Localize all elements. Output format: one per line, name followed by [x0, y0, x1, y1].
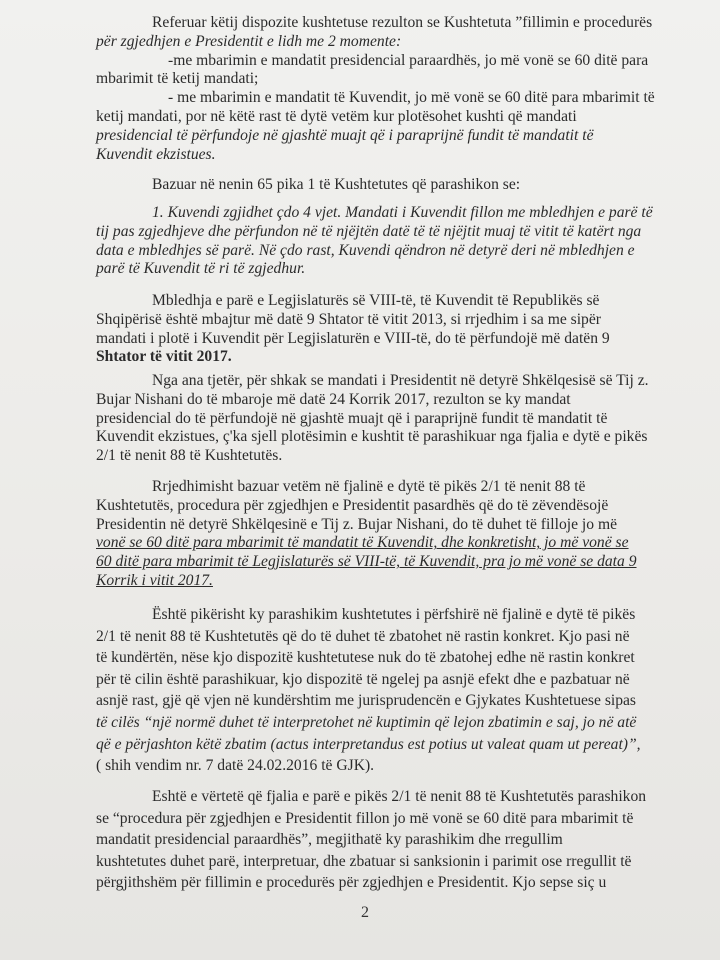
text-line: për zgjedhjen e Presidentit e lidh me 2 momente: — [96, 32, 402, 50]
text-line: që e përjashton këtë zbatim (actus interpretandus est potius ut valeat quam ut pereat)”, — [96, 735, 641, 753]
text-line: mandati i plotë i Kuvendit për Legjislaturën e VIII-të, do të përfundojë më datën 9 — [96, 329, 610, 347]
page-number: 2 — [361, 904, 369, 921]
text-line: Bazuar në nenin 65 pika 1 të Kushtetutes që parashikon se: — [152, 176, 521, 193]
text-line: vonë se 60 ditë para mbarimit të mandatit të Kuvendit, dhe konkretisht, jo më vonë se — [96, 534, 629, 552]
text-line: Rrjedhimisht bazuar vetëm në fjalinë e dytë të pikës 2/1 të nenit 88 të — [152, 478, 586, 495]
text-line: 2/1 të nenit 88 të Kushtetutës. — [96, 447, 283, 465]
paragraph-quote-article-65 — [96, 204, 668, 279]
text-line: Kuvendit ekzistues. — [96, 145, 216, 163]
text-line: asnjë rast, gjë që vjen në kundërshtim me jurisprudencën e Gjykates Kushtetuese sipas — [96, 692, 637, 710]
text-line: të cilës “një normë duhet të interpretohet në kuptimin që lejon zbatimin e saj, jo në atë — [96, 713, 637, 731]
text-line: Shqipërisë është mbajtur më datë 9 Shtator të vitit 2013, si rrjedhim i sa me sipër — [96, 310, 601, 328]
text-line: Mbledhja e parë e Legjislaturës së VIII-të, të Kuvendit të Republikës së — [152, 292, 600, 309]
text-line: Korrik i vitit 2017. — [96, 571, 213, 589]
paragraph-exact-provision — [96, 604, 668, 777]
text-line: Kuvendit ekzistues, ç'ka sjell plotësimin e kushtit të parashikuar nga fjalia e dytë e pikës — [96, 428, 648, 446]
text-line: presidencial do të përfundojë në gjashtë muajt që i paraprijnë fundit të mandatit të — [96, 409, 608, 427]
text-line: Nga ana tjetër, për shkak se mandati i Presidentit në detyrë Shkëlqesisë së Tij z. — [152, 372, 649, 389]
text-line: mandatit presidencial paraardhës”, megjithatë ky parashikim dhe rregullim — [96, 831, 563, 849]
text-line: të kundërtën, nëse kjo dispozitë kushtetutese nuk do të zbatohej edhe në rastin konkret — [96, 649, 635, 667]
paragraph-referral — [96, 14, 668, 164]
text-line: Referuar këtij dispozite kushtetuse rezulton se Kushtetuta ”fillimin e procedurës — [152, 14, 653, 31]
text-line: -me mbarimin e mandatit presidencial paraardhës, jo më vonë se 60 ditë para — [168, 51, 649, 69]
text-line: Bujar Nishani do të mbaroje më datë 24 Korrik 2017, rezulton se ky mandat — [96, 390, 571, 408]
text-line: përgjithshëm për fillimin e procedurës për zgjedhjen e Presidentit. Kjo sepse siç u — [96, 874, 607, 892]
paragraph-first-session — [96, 292, 668, 367]
text-line: presidencial të përfundoje në gjashtë muajt që i paraprijnë fundit të mandatit të — [96, 126, 594, 144]
paragraph-consequently — [96, 478, 668, 591]
text-line: se “procedura për zgjedhjen e Presidentit fillon jo më vonë se 60 ditë para mbarimit të — [96, 809, 634, 827]
text-line: tij pas zgjedhjeve dhe përfundon në të njëjtën datë të të njëjtit muaj të vitit të katërt nga — [96, 222, 642, 240]
paragraph-first-sentence — [96, 786, 668, 894]
paragraph-based-on — [96, 176, 668, 195]
text-line: 1. Kuvendi zgjidhet çdo 4 vjet. Mandati i Kuvendit fillon me mbledhjen e parë të — [152, 204, 653, 221]
text-line: Kushtetutës, procedura për zgjedhjen e Presidentit pasardhës që do të zëvendësojë — [96, 496, 609, 514]
text-line: Është pikërisht ky parashikim kushtetutes i përfshirë në fjalinë e dytë të pikës — [152, 606, 636, 623]
paragraph-president-mandate — [96, 372, 668, 466]
text-line: Eshtë e vërtetë që fjalia e parë e pikës 2/1 të nenit 88 të Kushtetutës parashikon — [152, 788, 647, 805]
text-line: ketij mandati, por në këtë rast të dytë vetëm kur plotësohet kushti që mandati — [96, 107, 577, 125]
text-line: për të cilin është parashikuar, kjo dispozitë të ngelej pa asnjë efekt dhe e pazbatuar në — [96, 670, 630, 688]
text-line: kushtetutes duhet parë, interpretuar, dhe zbatuar si sanksionin i parimit ose rregullit të — [96, 852, 632, 870]
text-line: mbarimit të ketij mandati; — [96, 70, 259, 88]
text-line: Shtator të vitit 2017. — [96, 348, 232, 366]
text-line: 2/1 të nenit 88 të Kushtetutës që do të duhet të zbatohet në rastin konkret. Kjo pasi në — [96, 627, 630, 645]
text-line: Presidentin në detyrë Shkëlqesinë e Tij z. Bujar Nishani, do të duhet të filloje jo më — [96, 515, 617, 533]
text-line: parë të Kuvendit të ri të zgjedhur. — [96, 260, 306, 278]
text-line: data e mbledhjes së parë. Në çdo rast, Kuvendi qëndron në detyrë deri në mbledhjen e — [96, 241, 635, 259]
text-line: - me mbarimin e mandatit të Kuvendit, jo më vonë se 60 ditë para mbarimit të — [168, 89, 655, 107]
text-line: ( shih vendim nr. 7 datë 24.02.2016 të GJK). — [96, 757, 375, 775]
text-line: 60 ditë para mbarimit të Legjislaturës së VIII-të, të Kuvendit, pra jo më vonë se data 9 — [96, 553, 637, 571]
